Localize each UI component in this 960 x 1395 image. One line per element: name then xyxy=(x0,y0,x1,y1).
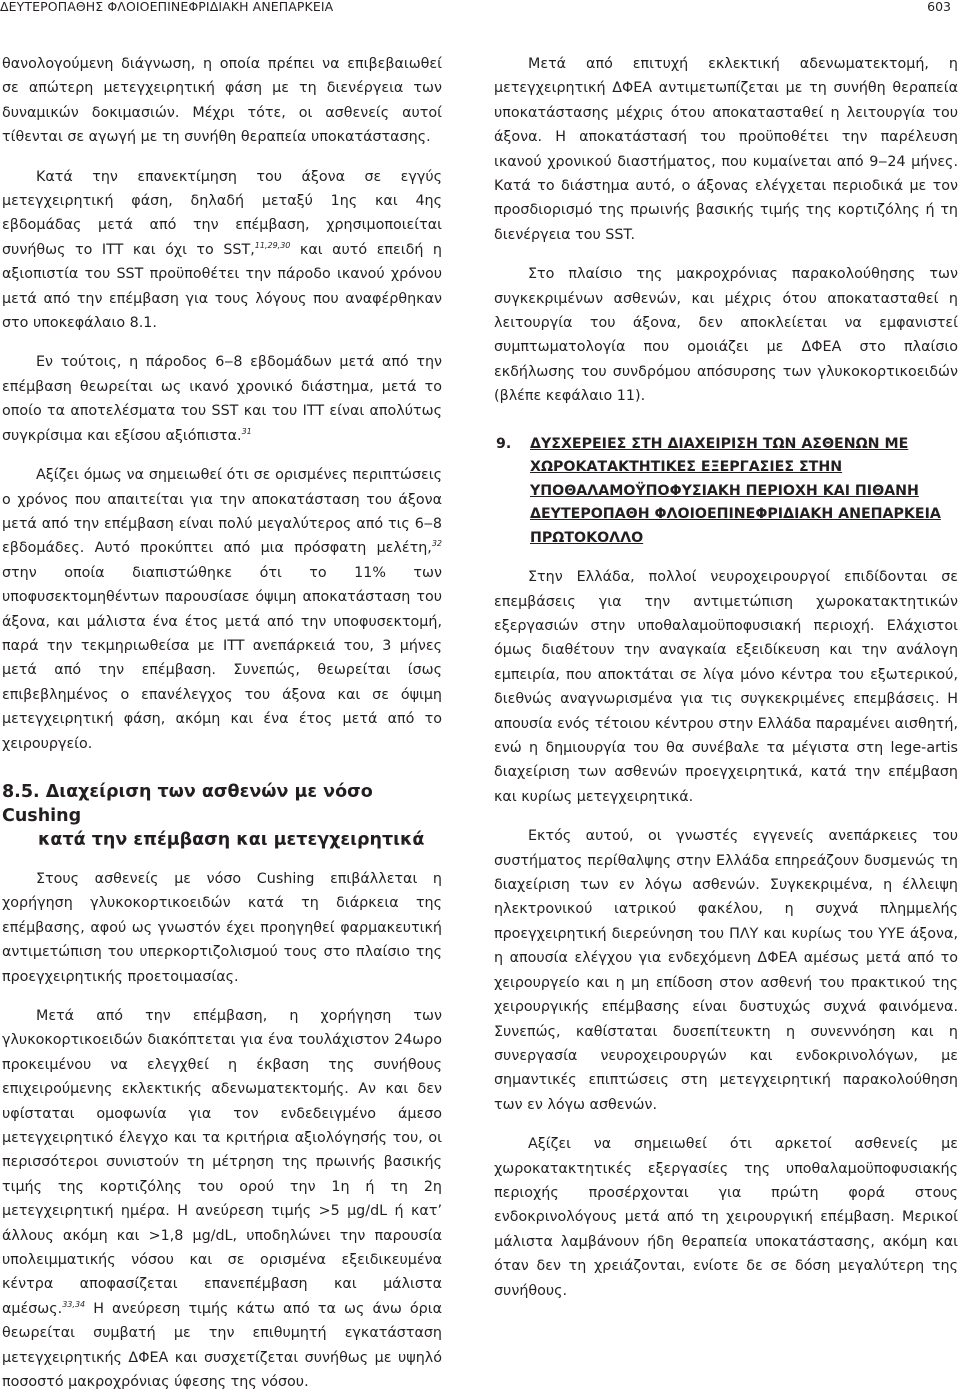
citation: 31 xyxy=(241,426,252,436)
citation: 11,29,30 xyxy=(254,241,291,251)
running-title: ΔΕΥΤΕΡΟΠΑΘΗΣ ΦΛΟΙΟΕΠΙΝΕΦΡΙΔΙΑΚΗ ΑΝΕΠΑΡΚΕΙΑ xyxy=(0,0,334,14)
section-title-line1: Διαχείριση των ασθενών με νόσο Cushing xyxy=(2,781,373,826)
paragraph: Αξίζει όμως να σημειωθεί ότι σε ορισμένες περιπτώσεις ο χρόνος που απαιτείται για την αποκατάσταση του άξονα μετά από την επέμβαση είναι πολύ μεγαλύτερος από τις 6‒8 εβδομάδες. Αυτό προκύπτει από μια πρόσφατη μελέτη,$^{32}$ στην οποία διαπιστώθηκε ότι το 11% των υποφυσεκτομηθέντων παρουσίασε όψιμη αποκατάσταση του άξονα, και μάλιστα ένα έτος μετά από την υποφυσεκτομή, παρά την τεκμηριωθείσα με ITT ανεπάρκειά του, 3 μήνες μετά από την επέμβαση. Συνεπώς, θεωρείται ίσως επιβεβλημένος ο επανέλεγχος του άξονα και σε όψιμη μετεγχειρητική φάση, ακόμη και ένα έτος μετά από το χειρουργείο. xyxy=(2,467,442,752)
paragraph: Αξίζει να σημειωθεί ότι αρκετοί ασθενείς με χωροκατακτητικές εξεργασίες της υποθαλαμοϋποφυσιακής περιοχής προσέρχονται για πρώτη φορά στους ενδοκρινολόγους μετά από τη χειρουργική επέμβαση. Μερικοί μάλιστα λαμβάνουν ήδη θεραπεία υποκατάστασης, ακόμη και όταν δεν τη χρειάζονται, ενίοτε δε σε δόση μεγαλύτερη της συνήθους. xyxy=(494,1136,958,1299)
page-number: 603 xyxy=(927,0,951,14)
citation: 33,34 xyxy=(62,1300,86,1310)
chapter-heading xyxy=(494,433,958,551)
left-column xyxy=(2,52,442,1395)
paragraph: Εν τούτοις, η πάροδος 6‒8 εβδομάδων μετά από την επέμβαση θεωρείται ως ικανό χρονικό διάστημα, μετά το οποίο τα αποτελέσματα του SST και του ITT είναι απολύτως συγκρίσιμα και εξίσου αξιόπιστα.$^{31}$ xyxy=(2,354,442,444)
chapter-number: 9. xyxy=(496,435,512,452)
section-heading xyxy=(2,780,442,852)
paragraph: Στους ασθενείς με νόσο Cushing επιβάλλεται η χορήγηση γλυκοκορτικοειδών κατά τη διάρκεια της επέμβασης, αφού ως γνωστόν έχει προηγηθεί φαρμακευτική αντιμετώπιση του υπερκορτιζολισμού τους στο πλαίσιο της προεγχειρητικής προετοιμασίας. xyxy=(2,870,442,985)
paragraph: Στην Ελλάδα, πολλοί νευροχειρουργοί επιδίδονται σε επεμβάσεις για την αντιμετώπιση χωροκατακτητικών εξεργασιών στην υποθαλαμοϋποφυσιακή περιοχή. Ελάχιστοι όμως διαθέτουν την αναγκαία εξειδίκευση και την ανάλογη εμπειρία, που αποκτάται σε λίγα μόνο κέντρα του εξωτερικού, διεθνώς αναγνωρισμένα για τις συγκεκριμένες επεμβάσεις. Η απουσία ενός τέτοιου κέντρου στην Ελλάδα παραμένει αισθητή, ενώ η δημιουργία του θα συνέβαλε τα μέγιστα στη lege-artis διαχείριση των ασθενών προεγχειρητικά, κατά την επέμβαση και κυρίως μετεγχειρητικά. xyxy=(494,569,958,805)
chapter-title: ΔΥΣΧΕΡΕΙΕΣ ΣΤΗ ΔΙΑΧΕΙΡΙΣΗ ΤΩΝ ΑΣΘΕΝΩΝ ΜΕ ΧΩΡΟΚΑΤΑΚΤΗΤΙΚΕΣ ΕΞΕΡΓΑΣΙΕΣ ΣΤΗΝ ΥΠΟΘΑΛΑΜΟΫΠΟΦΥΣΙΑΚΗ ΠΕΡΙΟΧΗ ΚΑΙ ΠΙΘΑΝΗ ΔΕΥΤΕΡΟΠΑΘΗ ΦΛΟΙΟΕΠΙΝΕΦΡΙΔΙΑΚΗ ΑΝΕΠΑΡΚΕΙΑ ΠΡΩΤΟΚΟΛΛΟ xyxy=(530,435,941,546)
section-title-line2: κατά την επέμβαση και μετεγχειρητικά xyxy=(38,829,425,850)
paragraph: Μετά από την επέμβαση, η χορήγηση των γλυκοκορτικοειδών διακόπτεται για ένα τουλάχιστον 24ωρο προκειμένου να ελεγχθεί η έκβαση της συνήθους επιχειρούμενης εκλεκτικής αδενωματεκτομής. Αν και δεν υφίσταται ομοφωνία για τον ενδεδειγμένο άμεσο μετεγχειρητικό έλεγχο και τα κριτήρια αξιολόγησής του, οι περισσότεροι συνιστούν τη μέτρηση της πρωινής βασικής τιμής της κορτιζόλης του ορού την 1η ή τη 2η μετεγχειρητική ημέρα. Η ανεύρεση τιμής >5 μg/dL ή κατ’ άλλους ακόμη και >1,8 μg/dL, υποδηλώνει την παρουσία υπολειμματικής νόσου και σε ορισμένα εξειδικευμένα κέντρα αποφασίζεται επανεπέμβαση και μάλιστα αμέσως.$^{33,34}$ Η ανεύρεση τιμής κάτω από τα ως άνω όρια θεωρείται συμβατή με την επιθυμητή εγκατάσταση μετεγχειρητικής ΔΦΕΑ και συσχετίζεται συνήθως με υψηλό ποσοστό μακροχρόνιας ύφεσης της νόσου. xyxy=(2,1008,442,1391)
right-column xyxy=(494,52,958,1303)
paragraph: Μετά από επιτυχή εκλεκτική αδενωματεκτομή, η μετεγχειρητική ΔΦΕΑ αντιμετωπίζεται με τη συνήθη θεραπεία υποκατάστασης μέχρις ότου αποκατασταθεί η λειτουργία του άξονα. Η αποκατάστασή του προϋποθέτει την παρέλευση ικανού χρονικού διαστήματος, που κυμαίνεται από 9‒24 μήνες. Κατά το διάστημα αυτό, ο άξονας ελέγχεται περιοδικά με τον προσδιορισμό της πρωινής βασικής τιμής της κορτιζόλης ή τη διενέργεια του SST. xyxy=(494,56,958,243)
section-number: 8.5. xyxy=(2,781,40,802)
citation: 32 xyxy=(431,539,442,549)
paragraph: Κατά την επανεκτίμηση του άξονα σε εγγύς μετεγχειρητική φάση, δηλαδή μεταξύ 1ης και 4ης εβδομάδας μετά από την επέμβαση, χρησιμοποιείται συνήθως το ITT και όχι το SST,$^{11,29,30}$ και αυτό επειδή η αξιοπιστία του SST προϋποθέτει την πάροδο ικανού χρόνου μετά από την επέμβαση για τους λόγους που αναφέρθηκαν στο υποκεφάλαιο 8.1. xyxy=(2,168,442,332)
paragraph: Εκτός αυτού, οι γνωστές εγγενείς ανεπάρκειες του συστήματος περίθαλψης στην Ελλάδα επηρεάζουν δυσμενώς τη διαχείριση των εν λόγω ασθενών. Συγκεκριμένα, η έλλειψη ηλεκτρονικού ιατρικού φακέλου, η συχνά πλημμελής προεγχειρητική διερεύνηση του ΠΛΥ και κυρίως του ΥΥΕ άξονα, η απουσία ελέγχου για ενδεχόμενη ΔΦΕΑ αμέσως μετά από το χειρουργείο και η μη επίδοση στον ασθενή του πρακτικού της χειρουργικής επέμβασης είναι δυστυχώς συχνά φαινόμενα. Συνεπώς, καθίσταται δυσεπίτευκτη η συνεννόηση και η συνεργασία νευροχειρουργών και ενδοκρινολόγων, με σημαντικές επιπτώσεις στη μετεγχειρητική παρακολούθηση των εν λόγω ασθενών. xyxy=(494,828,958,1113)
paragraph: θανολογούμενη διάγνωση, η οποία πρέπει να επιβεβαιωθεί σε απώτερη μετεγχειρητική φάση με τη διενέργεια των δυναμικών δοκιμασιών. Μέχρι τότε, οι ασθενείς αυτοί τίθενται σε αγωγή με τη συνήθη θεραπεία υποκατάστασης. xyxy=(2,56,442,146)
running-header xyxy=(0,0,960,14)
paragraph: Στο πλαίσιο της μακροχρόνιας παρακολούθησης των συγκεκριμένων ασθενών, και μέχρις ότου αποκατασταθεί η λειτουργία του άξονα, δεν αποκλείεται να εμφανιστεί συμπτωματολογία που ομοιάζει με ΔΦΕΑ στο πλαίσιο εκδήλωσης του συνδρόμου απόσυρσης των γλυκοκορτικοειδών (βλέπε κεφάλαιο 11). xyxy=(494,266,958,405)
